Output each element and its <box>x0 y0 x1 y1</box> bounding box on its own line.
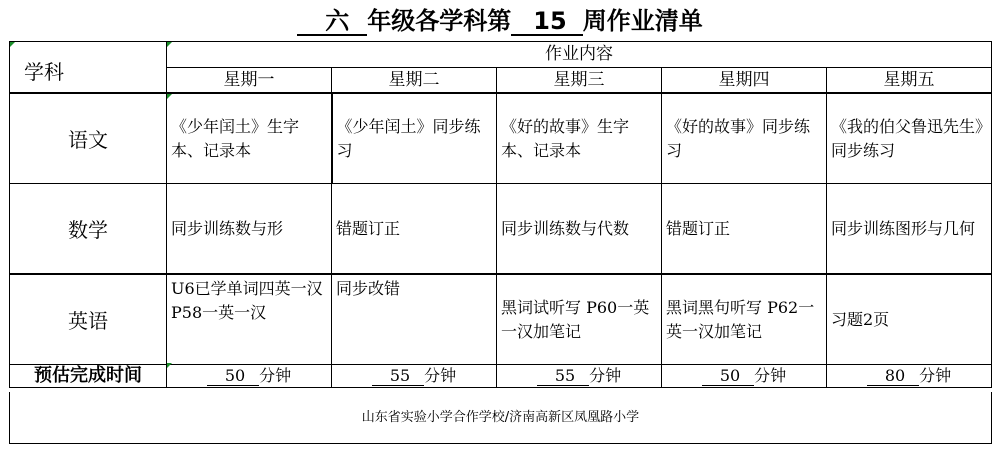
row-chinese <box>10 93 992 184</box>
task-math-wed: 同步训练数与代数 <box>497 184 662 275</box>
title-grade: 六 <box>297 8 367 36</box>
task-english-thu: 黑词黑句听写 P62一英一汉加笔记 <box>662 274 827 365</box>
estimate-fri-value: 80 <box>867 367 919 386</box>
title-week: 15 <box>511 8 582 36</box>
task-math-thu: 错题订正 <box>662 184 827 275</box>
task-chinese-thu: 《好的故事》同步练习 <box>662 93 827 184</box>
cell-marker-icon <box>167 42 172 47</box>
task-english-mon: U6已学单词四英一汉 P58一英一汉 <box>167 274 332 365</box>
subject-math: 数学 <box>10 184 167 275</box>
estimate-label: 预估完成时间 <box>10 365 167 388</box>
estimate-unit: 分钟 <box>754 366 787 385</box>
task-math-tue: 错题订正 <box>332 184 497 275</box>
subject-english: 英语 <box>10 274 167 365</box>
task-math-mon: 同步训练数与形 <box>167 184 332 275</box>
title-text-1: 年级各学科第 <box>367 7 512 35</box>
estimate-wed <box>497 365 662 388</box>
estimate-tue <box>332 365 497 388</box>
footer-box <box>9 392 992 444</box>
homework-table <box>9 41 992 388</box>
task-chinese-wed: 《好的故事》生字本、记录本 <box>497 93 662 184</box>
header-day-mon: 星期一 <box>167 68 332 94</box>
cell-marker-icon <box>10 42 15 47</box>
estimate-unit: 分钟 <box>919 366 952 385</box>
estimate-wed-value: 55 <box>537 367 589 386</box>
task-math-fri: 同步训练图形与几何 <box>827 184 992 275</box>
header-day-tue: 星期二 <box>332 68 497 94</box>
estimate-mon <box>167 365 332 388</box>
estimate-mon-value: 50 <box>207 367 259 386</box>
cell-marker-icon <box>167 363 172 368</box>
header-row-content <box>10 42 992 68</box>
row-english <box>10 274 992 365</box>
estimate-thu <box>662 365 827 388</box>
task-english-wed: 黑词试听写 P60一英一汉加笔记 <box>497 274 662 365</box>
estimate-tue-value: 55 <box>372 367 424 386</box>
estimate-fri <box>827 365 992 388</box>
estimate-unit: 分钟 <box>424 366 457 385</box>
cell-marker-icon <box>167 94 172 99</box>
estimate-unit: 分钟 <box>259 366 292 385</box>
header-content: 作业内容 <box>167 42 992 68</box>
footer-school: 山东省实验小学合作学校/济南高新区凤凰路小学 <box>361 410 640 425</box>
task-english-fri: 习题2页 <box>827 274 992 365</box>
estimate-thu-value: 50 <box>702 367 754 386</box>
subject-chinese: 语文 <box>10 93 167 184</box>
header-day-wed: 星期三 <box>497 68 662 94</box>
header-subject: 学科 <box>10 42 167 94</box>
row-math <box>10 184 992 275</box>
task-chinese-mon: 《少年闰土》生字本、记录本 <box>167 93 332 184</box>
task-chinese-fri: 《我的伯父鲁迅先生》同步练习 <box>827 93 992 184</box>
title-text-2: 周作业清单 <box>582 7 703 35</box>
page-title <box>0 2 1000 40</box>
task-chinese-tue: 《少年闰土》同步练习 <box>332 93 497 184</box>
header-day-fri: 星期五 <box>827 68 992 94</box>
estimate-unit: 分钟 <box>589 366 622 385</box>
task-english-tue: 同步改错 <box>332 274 497 365</box>
row-estimate <box>10 365 992 388</box>
header-day-thu: 星期四 <box>662 68 827 94</box>
